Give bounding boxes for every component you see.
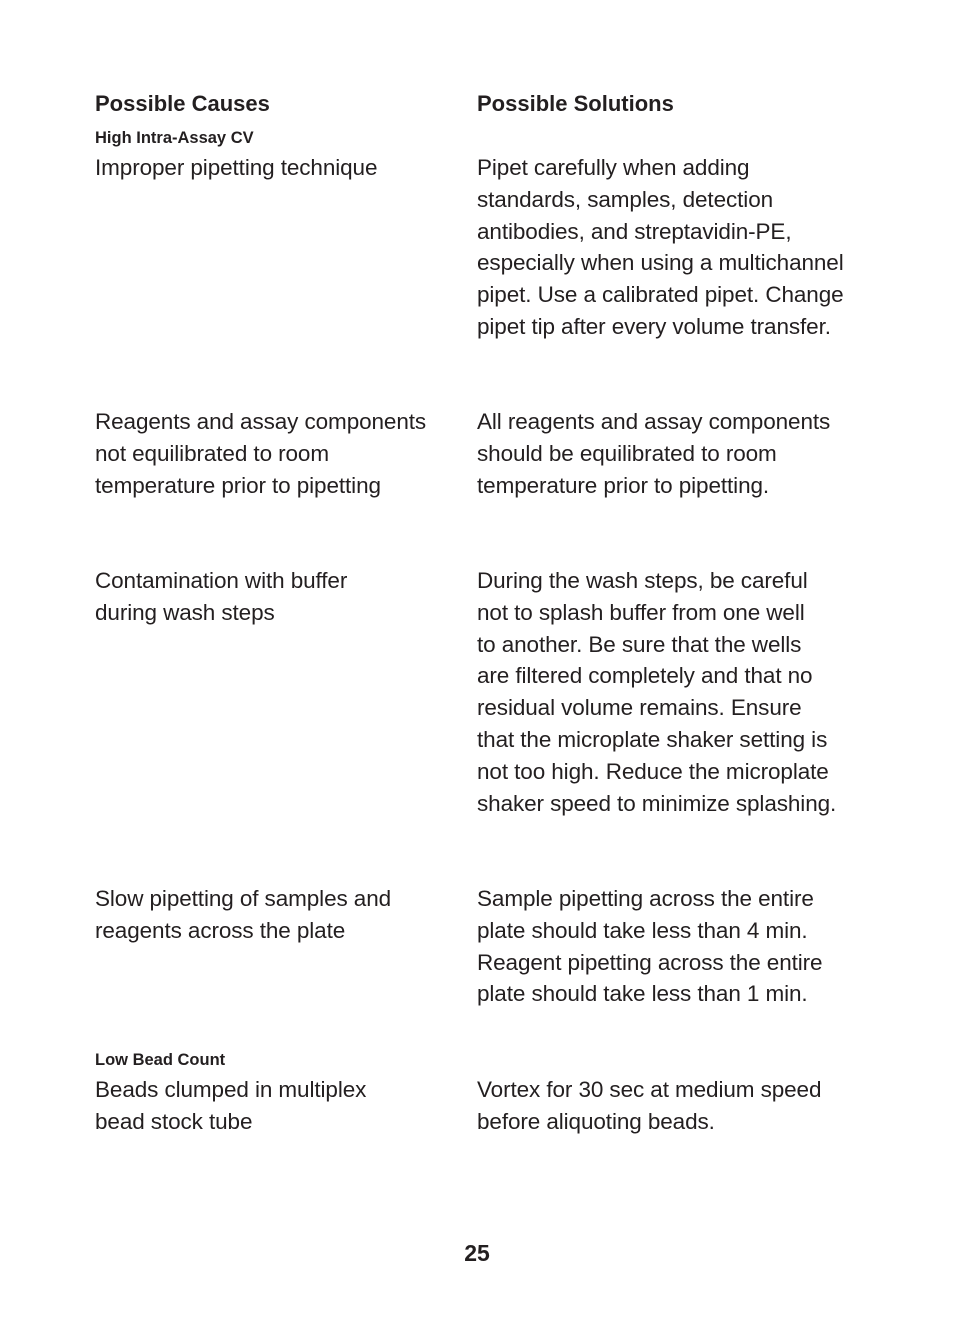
solution-line: especially when using a multichannel [477, 250, 844, 276]
page-number: 25 [464, 1240, 490, 1266]
cause-line: Reagents and assay components [95, 409, 427, 434]
solution-line: Pipet carefully when adding [477, 155, 750, 180]
cause-line: reagents across the plate [95, 917, 346, 943]
solution-line: Sample pipetting across the entire [477, 886, 814, 911]
solution-line: Vortex for 30 sec at medium speed [477, 1077, 822, 1102]
solution-line: pipet tip after every volume transfer. [477, 313, 831, 339]
solution-line: not to splash buffer from one well [477, 599, 805, 625]
solution-line: pipet. Use a calibrated pipet. Change [477, 282, 844, 308]
solution-improper-pipetting [477, 152, 877, 343]
section-label-high-intra-assay-cv: High Intra-Assay CV [95, 129, 254, 147]
solution-line: temperature prior to pipetting. [477, 472, 770, 498]
cause-line: bead stock tube [95, 1108, 253, 1134]
solution-line: to another. Be sure that the wells [477, 631, 802, 657]
solution-line: Reagent pipetting across the entire [477, 949, 823, 975]
solution-line: plate should take less than 1 min. [477, 981, 808, 1007]
cause-line: Slow pipetting of samples and [95, 886, 392, 911]
solutions-header: Possible Solutions [477, 91, 674, 116]
cause-line: temperature prior to pipetting [95, 472, 381, 498]
cause-line: Improper pipetting technique [95, 155, 378, 180]
solution-contamination [477, 565, 877, 819]
solution-beads-clumped [477, 1074, 877, 1138]
solution-line: residual volume remains. Ensure [477, 695, 802, 721]
solution-line: During the wash steps, be careful [477, 568, 808, 593]
solution-line: All reagents and assay components [477, 409, 831, 434]
solution-line: plate should take less than 4 min. [477, 917, 808, 943]
causes-header: Possible Causes [95, 91, 270, 116]
solution-line: before aliquoting beads. [477, 1108, 715, 1134]
solution-line: are filtered completely and that no [477, 663, 813, 689]
cause-contamination [95, 565, 455, 629]
cause-line: not equilibrated to room [95, 440, 329, 466]
solution-line: shaker speed to minimize splashing. [477, 790, 837, 816]
section-label-low-bead-count: Low Bead Count [95, 1051, 226, 1069]
cause-slow-pipetting [95, 883, 455, 947]
solution-line: antibodies, and streptavidin-PE, [477, 218, 792, 244]
solution-line: standards, samples, detection [477, 186, 774, 212]
solution-slow-pipetting [477, 883, 877, 1010]
cause-line: Contamination with buffer [95, 568, 348, 593]
cause-not-equilibrated [95, 406, 455, 501]
solution-line: not too high. Reduce the microplate [477, 758, 829, 784]
cause-improper-pipetting [95, 152, 455, 184]
solution-line: should be equilibrated to room [477, 440, 777, 466]
solution-line: that the microplate shaker setting is [477, 726, 828, 752]
cause-line: Beads clumped in multiplex [95, 1077, 367, 1102]
solution-not-equilibrated [477, 406, 877, 501]
cause-beads-clumped [95, 1074, 455, 1138]
cause-line: during wash steps [95, 599, 275, 625]
